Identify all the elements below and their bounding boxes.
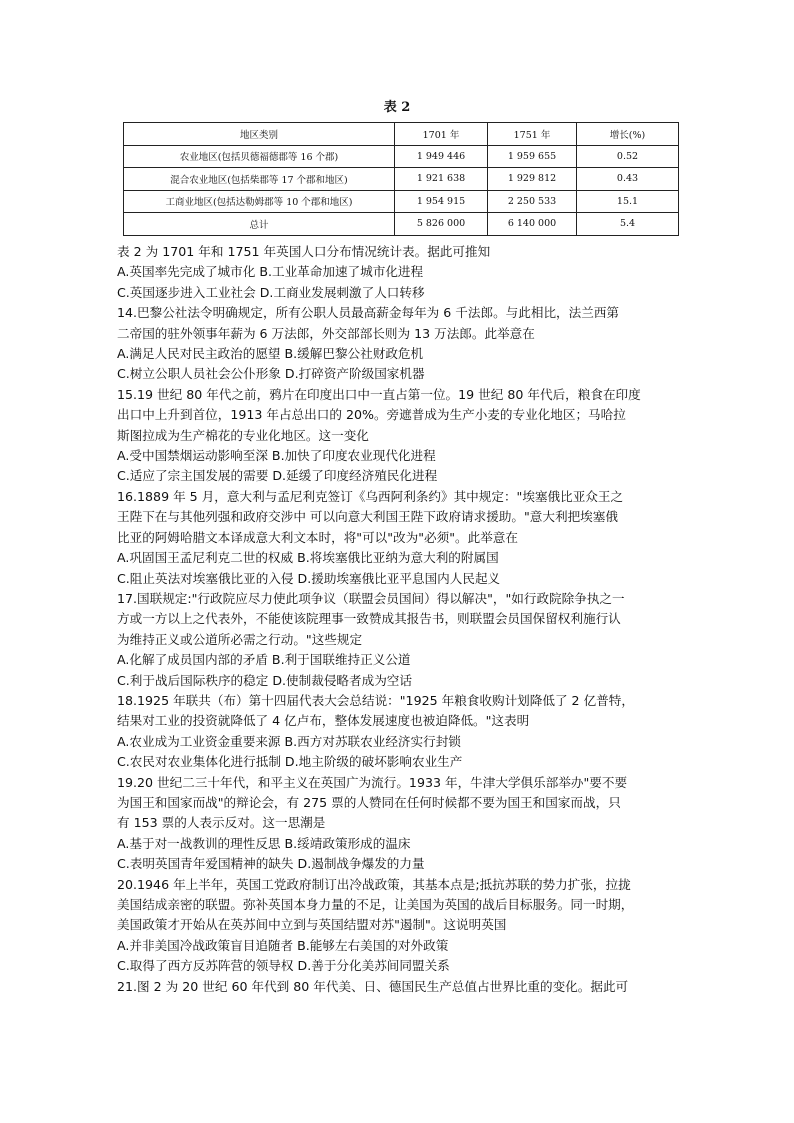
table-cell: 农业地区(包括贝德福德郡等 16 个郡) [124, 145, 395, 168]
table-row [124, 168, 679, 191]
question-text-line: 美国结成亲密的联盟。弥补英国本身力量的不足，让美国为英国的战后目标服务。同一时期， [117, 897, 634, 912]
table-cell: 5.4 [577, 213, 679, 236]
table-cell: 总计 [124, 213, 395, 236]
question-text-line: 出口中上升到首位，1913 年占总出口的 20%。旁遮普成为生产小麦的专业化地区；马哈拉 [117, 407, 626, 423]
answer-options-line: C.农民对农业集体化进行抵制 D.地主阶级的破坏影响农业生产 [117, 754, 463, 770]
table-row-total [124, 213, 679, 236]
table-header-cell: 1701 年 [395, 123, 488, 146]
table-cell: 5 826 000 [395, 213, 488, 236]
table-caption: 表 2 [383, 100, 411, 115]
question-text-line: 方或一方以上之代表外，不能使该院理事一致赞成其报告书，则联盟会员国保留权利施行认 [117, 611, 621, 627]
question-text-line: 21.图 2 为 20 世纪 60 年代到 80 年代美、日、德国民生产总值占世界比重的变化。据此可 [117, 978, 629, 994]
question-text-line: 20.1946 年上半年，英国工党政府制订出冷战政策，其基本点是;抵抗苏联的势力扩张，拉拢 [117, 876, 631, 892]
answer-options-line: A.受中国禁烟运动影响至深 B.加快了印度农业现代化进程 [117, 448, 436, 464]
question-text-line: 18.1925 年联共（布）第十四届代表大会总结说："1925 年粮食收购计划降低了 2 亿普特， [117, 692, 634, 708]
table-cell: 1 929 812 [488, 168, 577, 191]
table-header-cell: 增长(%) [577, 123, 679, 146]
answer-options-line: C.表明英国青年爱国精神的缺失 D.遏制战争爆发的力量 [117, 856, 425, 872]
question-text-line: 结果对工业的投资就降低了 4 亿卢布，整体发展速度也被迫降低。"这表明 [117, 713, 530, 729]
table-cell: 2 250 533 [488, 190, 577, 213]
table-cell: 1 959 655 [488, 145, 577, 168]
table-cell: 1 954 915 [395, 190, 488, 213]
table-cell: 0.43 [577, 168, 679, 191]
table-cell: 6 140 000 [488, 213, 577, 236]
answer-options-line: A.化解了成员国内部的矛盾 B.利于国联维持正义公道 [117, 652, 411, 668]
question-text-line: 有 153 票的人表示反对。这一思潮是 [117, 815, 326, 831]
answer-options-line: A.农业成为工业资金重要来源 B.西方对苏联农业经济实行封锁 [117, 733, 461, 749]
question-text-line: 19.20 世纪二三十年代，和平主义在英国广为流行。1933 年，牛津大学俱乐部举办"要不要 [117, 774, 628, 790]
answer-options-line: A.并非美国冷战政策盲目追随者 B.能够左右美国的对外政策 [117, 937, 449, 953]
question-text-line: 17.国联规定:"行政院应尽力使此项争议（联盟会员国间）得以解决"，"如行政院除争执之一 [117, 590, 625, 606]
question-text-line: 二帝国的驻外领事年薪为 6 万法郎，外交部部长则为 13 万法郎。此举意在 [117, 325, 535, 341]
question-text-line: 斯图拉成为生产棉花的专业化地区。这一变化 [117, 427, 369, 443]
answer-options-line: C.英国逐步进入工业社会 D.工商业发展刺激了人口转移 [117, 284, 425, 300]
question-text-line: 美国政策才开始从在英苏间中立到与英国结盟对苏"遏制"。这说明英国 [117, 917, 507, 933]
table-cell: 0.52 [577, 145, 679, 168]
question-text-line: 表 2 为 1701 年和 1751 年英国人口分布情况统计表。据此可推知 [117, 244, 491, 259]
answer-options-line: C.树立公职人员社会公仆形象 D.打碎资产阶级国家机器 [117, 366, 425, 382]
answer-options-line: C.利于战后国际秩序的稳定 D.使制裁侵略者成为空话 [117, 672, 412, 688]
answer-options-line: A.满足人民对民主政治的愿望 B.缓解巴黎公社财政危机 [117, 346, 424, 362]
table-header-row [124, 123, 679, 146]
answer-options-line: A.巩固国王孟尼利克二世的权威 B.将埃塞俄比亚纳为意大利的附属国 [117, 550, 499, 566]
question-text-line: 为国王和国家而战"的辩论会，有 275 票的人赞同在任何时候都不要为国王和国家而战，只 [117, 794, 621, 810]
question-text-line: 为维持正义或公道所必需之行动。"这些规定 [117, 631, 363, 647]
table-header-cell: 1751 年 [488, 123, 577, 146]
answer-options-line: C.阻止英法对埃塞俄比亚的入侵 D.援助埃塞俄比亚平息国内人民起义 [117, 570, 501, 586]
table-cell: 工商业地区(包括达勒姆郡等 10 个郡和地区) [124, 190, 395, 213]
question-text-line: 14.巴黎公社法令明确规定，所有公职人员最高薪金每年为 6 千法郎。与此相比，法兰西第 [117, 305, 620, 321]
question-text-line: 16.1889 年 5 月，意大利与孟尼利克签订《乌西阿利条约》其中规定："埃塞俄比亚众王之 [117, 488, 624, 504]
table-cell: 1 949 446 [395, 145, 488, 168]
table-cell: 15.1 [577, 190, 679, 213]
answer-options-line: C.适应了宗主国发展的需要 D.延缓了印度经济殖民化进程 [117, 468, 438, 484]
question-text-line: 比亚的阿姆哈腊文本译成意大利文本时，将"可以"改为"必须"。此举意在 [117, 529, 518, 545]
table-cell: 1 921 638 [395, 168, 488, 191]
question-text-body [117, 242, 677, 997]
table-row [124, 190, 679, 213]
population-table [123, 122, 679, 236]
answer-options-line: A.基于对一战教训的理性反思 B.绥靖政策形成的温床 [117, 835, 411, 851]
table-cell: 混合农业地区(包括柴郡等 17 个郡和地区) [124, 168, 395, 191]
question-text-line: 15.19 世纪 80 年代之前，鸦片在印度出口中一直占第一位。19 世纪 80 年代后，粮食在印度 [117, 386, 641, 402]
answer-options-line: A.英国率先完成了城市化 B.工业革命加速了城市化进程 [117, 264, 424, 280]
table-row [124, 145, 679, 168]
table-header-cell: 地区类别 [124, 123, 395, 146]
answer-options-line: C.取得了西方反苏阵营的领导权 D.善于分化美苏间同盟关系 [117, 958, 450, 974]
question-text-line: 王陛下在与其他列强和政府交涉中 可以向意大利国王陛下政府请求援助。"意大利把埃塞俄 [117, 509, 618, 525]
